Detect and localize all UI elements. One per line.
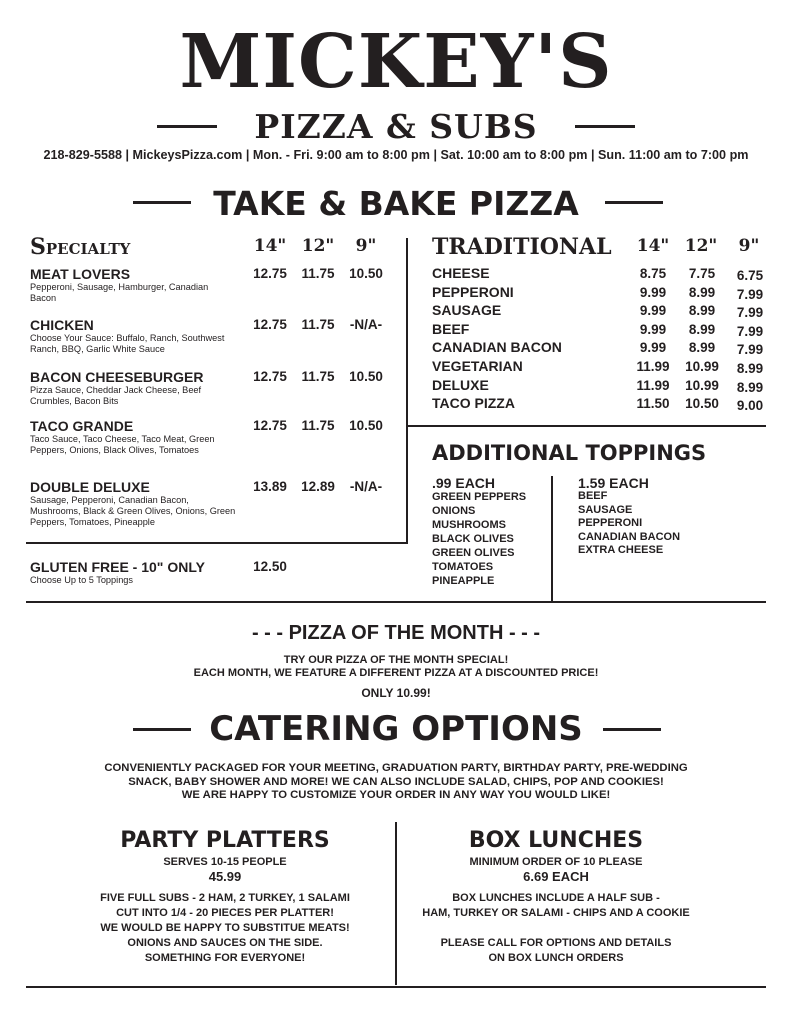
list-item: EXTRA CHEESE [578, 544, 664, 556]
item-name: CHICKEN [30, 317, 94, 333]
list-item [30, 479, 240, 528]
list-item: PINEAPPLE [432, 575, 495, 587]
list-item [30, 317, 245, 355]
table-row [432, 264, 772, 283]
column-divider [406, 238, 408, 543]
price-9: 7.99 [736, 323, 764, 339]
item-name: BEEF [432, 320, 470, 337]
price-12: 10.50 [685, 396, 719, 412]
price-12: 11.75 [301, 369, 335, 384]
box-lunches-line: BOX LUNCHES INCLUDE A HALF SUB - [452, 892, 660, 904]
list-item: GREEN PEPPERS [432, 491, 527, 503]
list-item: GREEN OLIVES [432, 547, 515, 559]
size-9-heading: 9" [355, 236, 377, 256]
party-platters-title: PARTY PLATTERS [120, 828, 330, 853]
table-row [432, 320, 772, 339]
price-9: 10.50 [349, 369, 383, 384]
price-14: 12.75 [253, 369, 287, 384]
price-10: 12.50 [253, 559, 287, 574]
price-14: 12.75 [253, 266, 287, 281]
box-lunches-section [400, 826, 712, 966]
price-12: 8.99 [688, 340, 716, 356]
price-9: -N/A- [349, 317, 383, 332]
item-name: DOUBLE DELUXE [30, 479, 150, 495]
size-14-heading: 14" [636, 236, 670, 256]
price-12: 8.99 [688, 321, 716, 337]
item-description: Sausage, Pepperoni, Canadian Bacon, Mushrooms, Black & Green Olives, Onions, Green Peppers, Tomatoes, Pineapple [30, 495, 236, 527]
list-item: BLACK OLIVES [432, 533, 514, 545]
size-9-heading: 9" [738, 236, 760, 256]
catering-line3: WE ARE HAPPY TO CUSTOMIZE YOUR ORDER IN ANY WAY YOU WOULD LIKE! [181, 789, 611, 801]
price-9: 7.99 [736, 286, 764, 302]
toppings-price-159: 1.59 EACH [578, 475, 649, 491]
toppings-price-99: .99 EACH [432, 475, 496, 491]
box-lunches-price: 6.69 EACH [523, 869, 589, 884]
column-divider [551, 476, 553, 601]
party-platters-price: 45.99 [208, 869, 242, 884]
item-name: MEAT LOVERS [30, 266, 131, 282]
divider [26, 986, 766, 988]
toppings-list-159 [578, 490, 680, 558]
list-item [30, 559, 245, 586]
size-12-heading: 12" [684, 236, 718, 256]
catering-line1: CONVENIENTLY PACKAGED FOR YOUR MEETING, GRADUATION PARTY, BIRTHDAY PARTY, PRE-WEDDING [104, 762, 688, 774]
table-row [432, 357, 772, 376]
box-lunches-call: PLEASE CALL FOR OPTIONS AND DETAILS [440, 937, 672, 949]
column-divider [395, 822, 397, 985]
item-name: DELUXE [432, 376, 489, 393]
box-lunches-call: ON BOX LUNCH ORDERS [488, 952, 624, 964]
divider [603, 728, 661, 731]
item-description: Choose Up to 5 Toppings [30, 575, 134, 585]
price-9: 7.99 [736, 305, 764, 321]
item-name: VEGETARIAN [432, 357, 523, 374]
item-name: CHEESE [432, 265, 490, 281]
box-lunches-min: MINIMUM ORDER OF 10 PLEASE [469, 856, 643, 868]
divider [575, 125, 635, 128]
contact-hours-bar: 218-829-5588 | MickeysPizza.com | Mon. - Fri. 9:00 am to 8:00 pm | Sat. 10:00 am to 8:00 pm | Sun. 11:00 am to 7:00 pm [43, 148, 749, 162]
party-platters-line: WE WOULD BE HAPPY TO SUBSTITUE MEATS! [100, 922, 350, 934]
price-12: 12.89 [301, 479, 335, 494]
price-12: 11.75 [301, 418, 335, 433]
table-row [432, 301, 772, 320]
price-14: 12.75 [253, 418, 287, 433]
price-14: 9.99 [639, 303, 667, 319]
toppings-heading: ADDITIONAL TOPPINGS [432, 441, 707, 465]
price-9: 10.50 [349, 418, 383, 433]
list-item: BEEF [578, 490, 608, 502]
take-bake-title: TAKE & BAKE PIZZA [213, 184, 579, 223]
size-14-heading: 14" [253, 236, 287, 256]
party-platters-line: ONIONS AND SAUCES ON THE SIDE. [127, 937, 323, 949]
price-14: 12.75 [253, 317, 287, 332]
price-12: 7.75 [688, 266, 716, 281]
price-14: 11.99 [636, 377, 670, 393]
party-platters-serves: SERVES 10-15 PEOPLE [163, 856, 287, 868]
price-9: 10.50 [349, 266, 383, 281]
price-14: 13.89 [253, 479, 287, 494]
divider [605, 201, 663, 204]
price-12: 11.75 [301, 266, 335, 281]
item-name: PEPPERONI [432, 283, 514, 300]
table-row [432, 394, 772, 413]
price-12: 10.99 [685, 358, 719, 374]
box-lunches-title: BOX LUNCHES [468, 828, 644, 853]
specialty-heading: Specialty [30, 234, 131, 260]
price-9: 7.99 [736, 342, 764, 358]
party-platters-line: CUT INTO 1/4 - 20 PIECES PER PLATTER! [116, 907, 334, 919]
list-item: TOMATOES [432, 561, 494, 573]
box-lunches-line: HAM, TURKEY OR SALAMI - CHIPS AND A COOKIE [422, 907, 690, 919]
price-12: 8.99 [688, 303, 716, 319]
pizza-of-month-line1: TRY OUR PIZZA OF THE MONTH SPECIAL! [283, 654, 509, 666]
item-name: BACON CHEESEBURGER [30, 369, 204, 385]
table-row [432, 338, 772, 357]
party-platters-line: FIVE FULL SUBS - 2 HAM, 2 TURKEY, 1 SALAMI [100, 892, 350, 904]
divider [408, 425, 766, 427]
brand-subtitle: PIZZA & SUBS [254, 107, 538, 146]
list-item [30, 266, 220, 304]
item-name: CANADIAN BACON [432, 339, 562, 356]
list-item: MUSHROOMS [432, 519, 506, 531]
price-9: 8.99 [736, 360, 764, 376]
toppings-list-99 [432, 490, 526, 588]
item-name: TACO PIZZA [432, 395, 515, 412]
price-14: 9.99 [639, 284, 667, 300]
list-item: PEPPERONI [578, 517, 643, 529]
item-description: Pizza Sauce, Cheddar Jack Cheese, Beef Crumbles, Bacon Bits [30, 385, 202, 406]
item-name: GLUTEN FREE - 10" ONLY [30, 559, 205, 575]
list-item: CANADIAN BACON [578, 530, 681, 543]
price-14: 11.99 [636, 358, 670, 374]
item-name: TACO GRANDE [30, 418, 134, 434]
catering-title: CATERING OPTIONS [209, 709, 583, 749]
party-platters-line: SOMETHING FOR EVERYONE! [144, 952, 306, 964]
brand-title: MICKEY'S [179, 19, 613, 105]
item-description: Choose Your Sauce: Buffalo, Ranch, Southwest Ranch, BBQ, Garlic White Sauce [30, 333, 225, 354]
price-12: 11.75 [301, 317, 335, 332]
divider [26, 601, 766, 603]
party-platters-section [60, 826, 390, 966]
pizza-of-month-line2: EACH MONTH, WE FEATURE A DIFFERENT PIZZA AT A DISCOUNTED PRICE! [193, 667, 599, 679]
price-14: 8.75 [639, 266, 667, 281]
item-description: Pepperoni, Sausage, Hamburger, Canadian Bacon [30, 282, 209, 303]
item-description: Taco Sauce, Taco Cheese, Taco Meat, Green Peppers, Onions, Black Olives, Tomatoes [30, 434, 215, 455]
price-14: 9.99 [639, 340, 667, 356]
item-name: SAUSAGE [432, 302, 502, 319]
price-9: -N/A- [349, 479, 383, 494]
catering-line2: SNACK, BABY SHOWER AND MORE! WE CAN ALSO INCLUDE SALAD, CHIPS, POP AND COOKIES! [128, 775, 664, 788]
price-12: 8.99 [688, 284, 716, 300]
pizza-of-month-price: ONLY 10.99! [361, 686, 431, 700]
table-row [432, 283, 772, 302]
price-9: 8.99 [736, 379, 764, 395]
size-12-heading: 12" [301, 236, 335, 256]
pizza-of-month-title: - - - PIZZA OF THE MONTH - - - [251, 622, 541, 644]
list-item: SAUSAGE [578, 503, 633, 516]
price-14: 11.50 [636, 396, 670, 412]
divider [26, 542, 408, 544]
traditional-list [432, 264, 772, 413]
price-9: 6.75 [736, 268, 764, 283]
list-item [30, 369, 210, 407]
price-14: 9.99 [639, 321, 667, 337]
price-12: 10.99 [685, 377, 719, 393]
traditional-heading: TRADITIONAL [432, 234, 612, 260]
table-row [432, 376, 772, 395]
price-9: 9.00 [736, 398, 764, 414]
list-item: ONIONS [432, 505, 476, 517]
list-item [30, 418, 215, 456]
